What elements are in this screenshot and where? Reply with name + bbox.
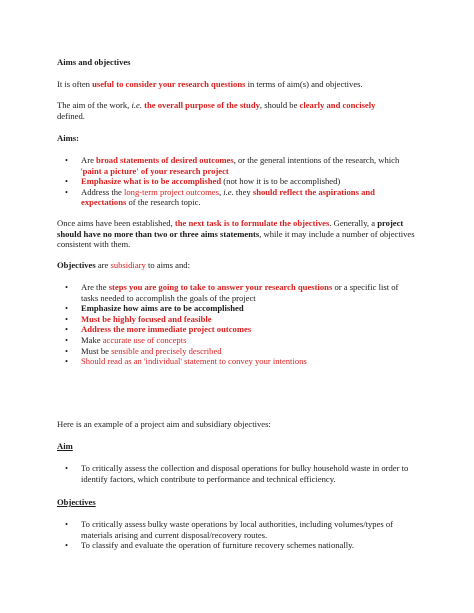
list-item: • Are the steps you are going to take to answer your research questions or a specific list of tasks needed to accomplish the goals of the project	[65, 282, 399, 303]
bullet-icon: •	[65, 282, 69, 292]
bullet-icon: •	[65, 334, 69, 345]
bullet-icon: •	[65, 176, 69, 187]
paragraph-formulate-objectives: Once aims have been established, the next task is to formulate the objectives. Generally, a project should have no more than two or three aims statements, while it may include a number of objectives consistent with them.	[57, 218, 415, 250]
list-item: • To critically assess bulky waste operations by local authorities, including volumes/types of materials arising and current disposal/recovery routes.	[65, 519, 394, 540]
objectives-criteria-list	[57, 282, 417, 367]
example-intro: Here is an example of a project aim and subsidiary objectives:	[57, 419, 271, 429]
bullet-icon: •	[65, 303, 69, 314]
bullet-icon: •	[65, 345, 69, 356]
objectives-intro: Objectives are subsidiary to aims and:	[57, 260, 190, 270]
list-item: • Emphasize what is to be accomplished (not how it is to be accomplished)	[65, 176, 341, 187]
list-item: • Must be sensible and precisely described	[65, 345, 222, 356]
section-heading: Aims and objectives	[57, 57, 131, 67]
bullet-icon: •	[65, 324, 69, 335]
list-item: • Are broad statements of desired outcomes, or the general intentions of the research, which 'paint a picture' of your research project	[65, 155, 400, 176]
aim-list	[57, 463, 417, 484]
list-item: • To critically assess the collection and disposal operations for bulky household waste in order to identify factors, which contribute to performance and technical efficiency.	[65, 463, 409, 484]
paragraph-intro: It is often useful to consider your research questions in terms of aim(s) and objectives.	[57, 79, 363, 89]
list-item: • Make accurate use of concepts	[65, 334, 187, 345]
bullet-icon: •	[65, 356, 69, 367]
bullet-icon: •	[65, 155, 69, 165]
bullet-icon: •	[65, 313, 69, 324]
aim-heading: Aim	[57, 441, 73, 451]
bullet-icon: •	[65, 186, 69, 197]
list-item: • To classify and evaluate the operation of furniture recovery schemes nationally.	[65, 540, 355, 551]
list-item: • Address the long-term project outcomes, i.e. they should reflect the aspirations and expectations of the research topic.	[65, 186, 375, 208]
list-item: • Must be highly focused and feasible	[65, 313, 212, 324]
aims-list	[57, 155, 417, 208]
bullet-icon: •	[65, 519, 69, 529]
objectives-heading: Objectives	[57, 497, 96, 507]
list-item: • Address the more immediate project outcomes	[65, 324, 252, 335]
list-item: • Should read as an 'individual' statement to convey your intentions	[65, 356, 307, 367]
paragraph-aim-definition: The aim of the work, i.e. the overall purpose of the study, should be clearly and concisely defined.	[57, 100, 376, 121]
bullet-icon: •	[65, 540, 69, 551]
aims-label: Aims:	[57, 133, 79, 143]
bullet-icon: •	[65, 463, 69, 473]
example-objectives-list	[57, 519, 417, 551]
list-item: • Emphasize how aims are to be accomplished	[65, 303, 244, 314]
